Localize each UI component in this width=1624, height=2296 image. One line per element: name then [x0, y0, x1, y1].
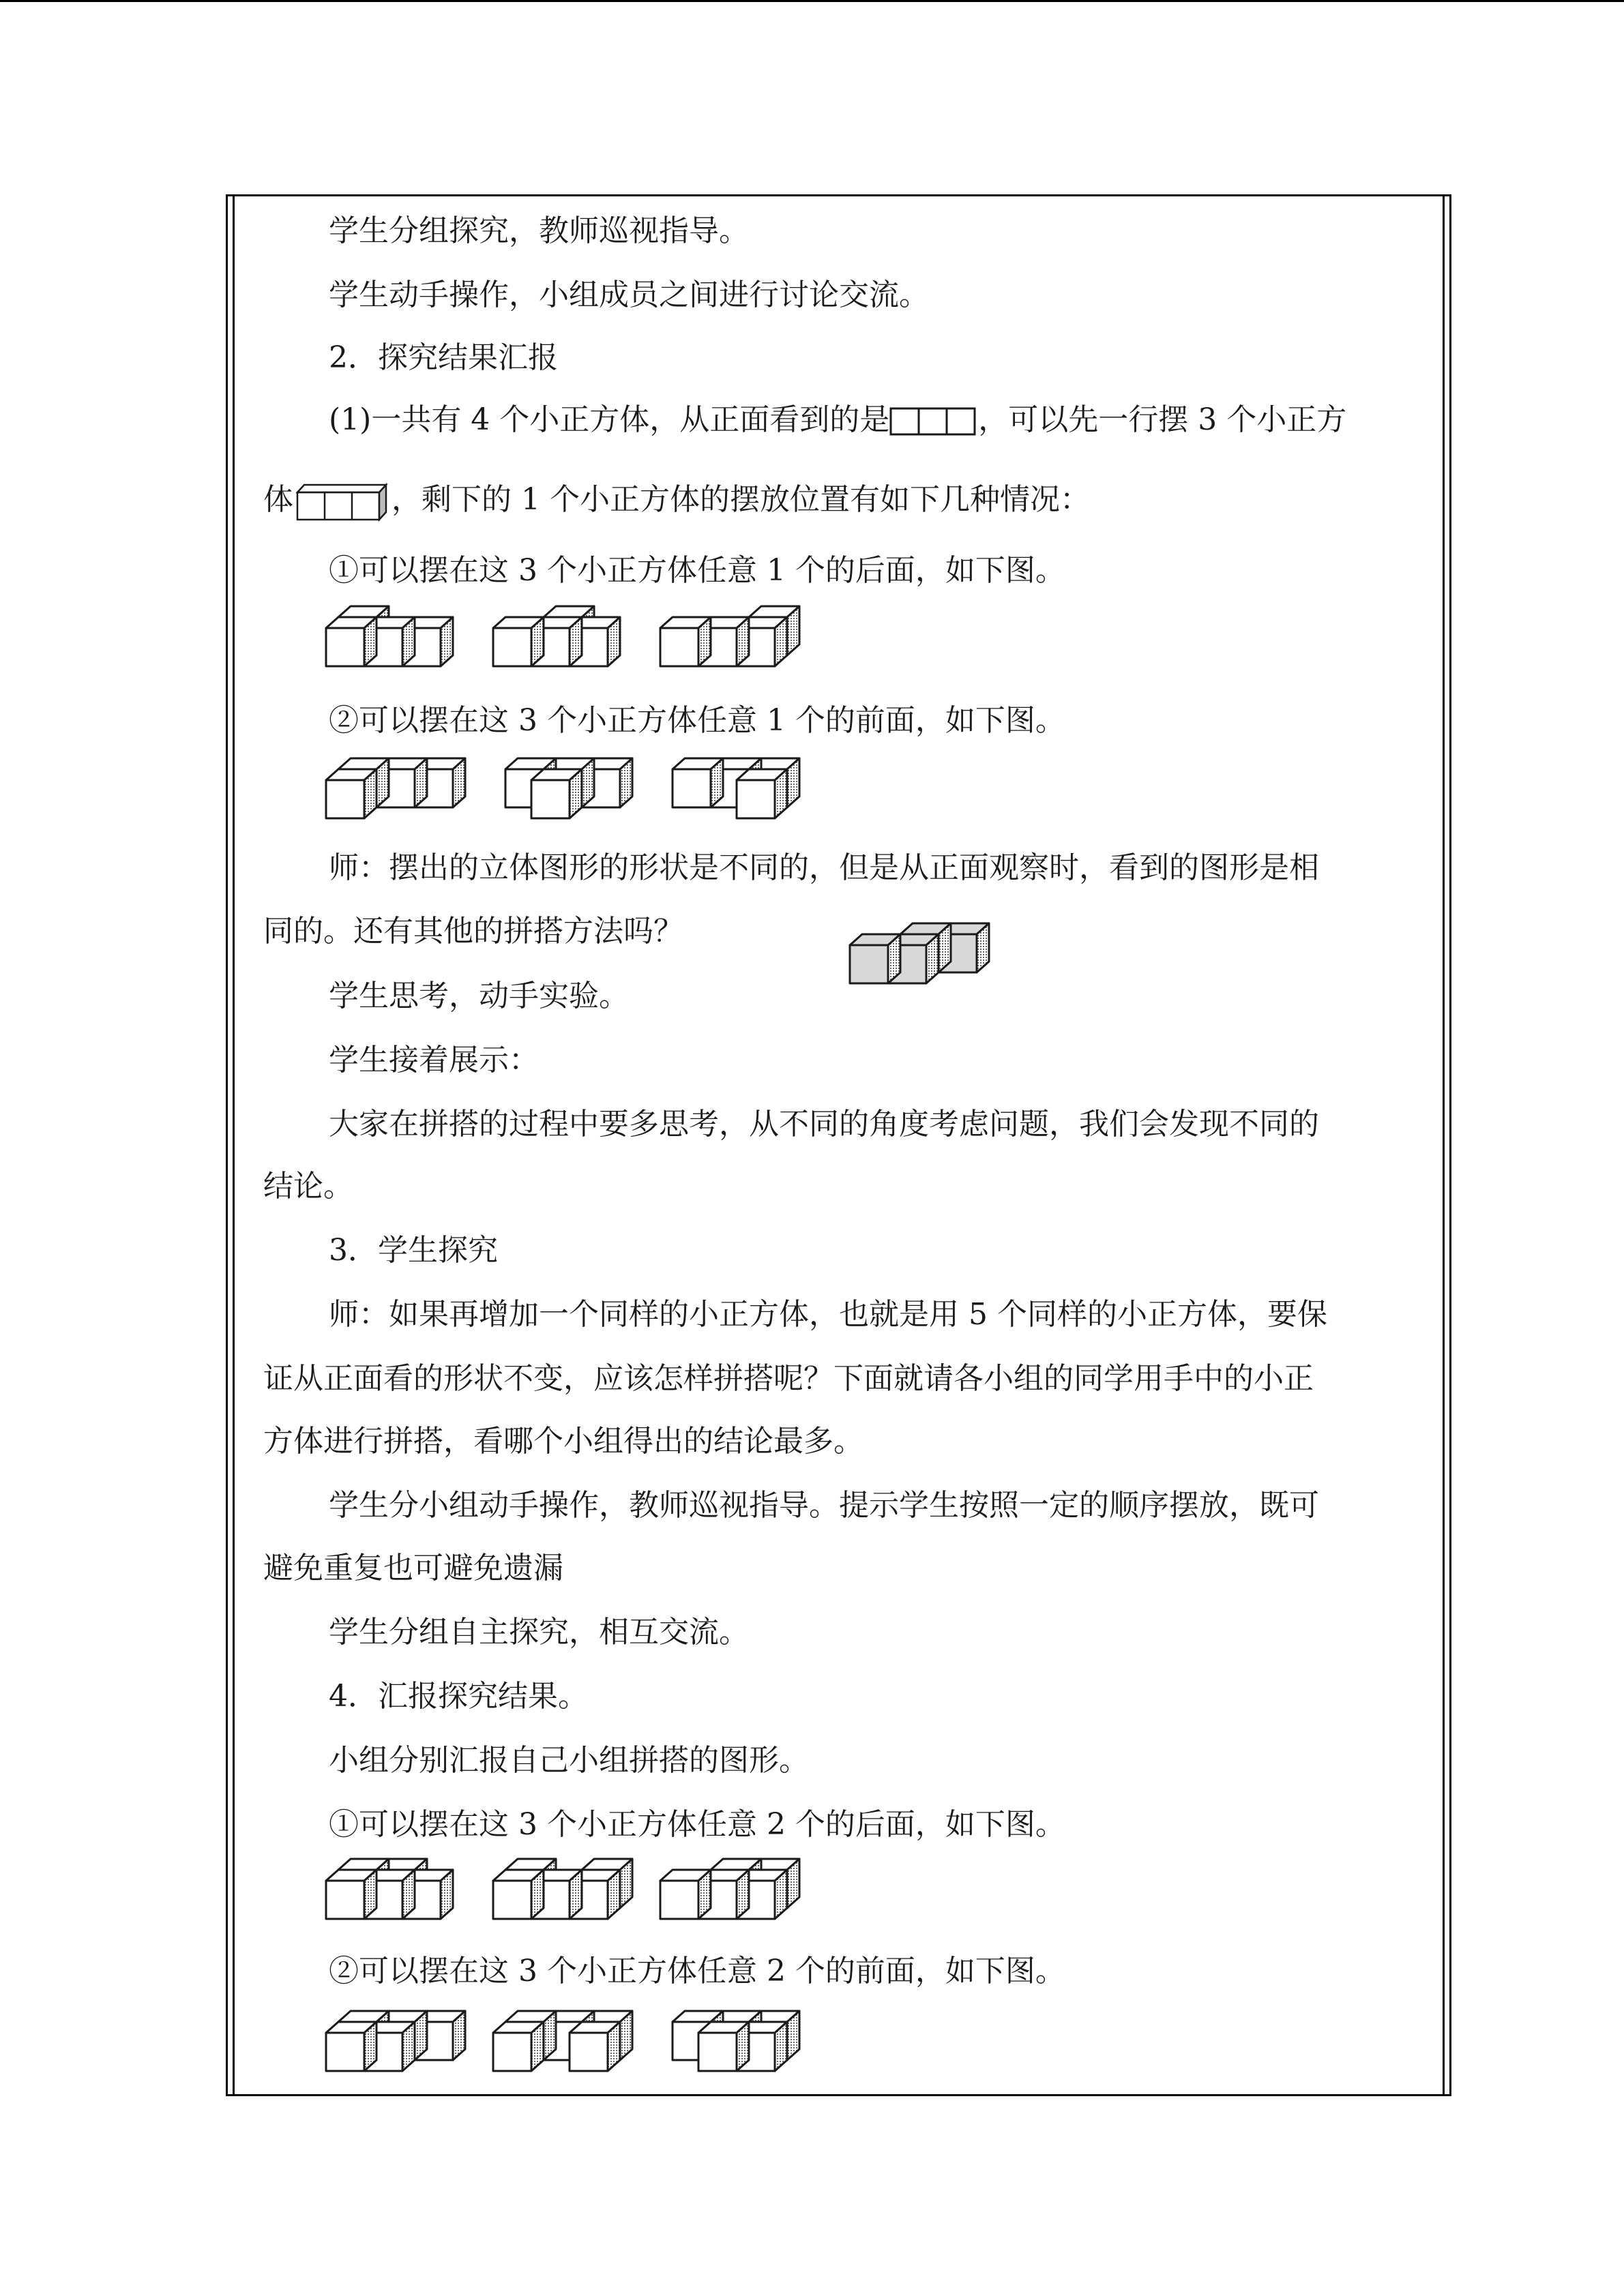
three-cube-row-icon — [293, 481, 392, 522]
cube-front-face — [326, 780, 364, 818]
cube-front-face — [531, 780, 570, 818]
text-line: ②可以摆在这 3 个小正方体任意 2 个的前面，如下图。 — [329, 1954, 1065, 1988]
text-line: 方体进行拼搭，看哪个小组得出的结论最多。 — [263, 1424, 863, 1459]
cube-front-face — [326, 1881, 364, 1919]
cube-front-face — [698, 2033, 737, 2071]
cube-front-face — [673, 769, 711, 807]
cube-figures-two-front — [321, 2008, 812, 2087]
text-line: 同的。还有其他的拼搭方法吗？ — [263, 914, 683, 949]
text-line: 避免重复也可避免遗漏 — [263, 1551, 563, 1585]
cube-figures-one-behind — [321, 603, 812, 682]
text-line: 学生动手操作，小组成员之间进行讨论交流。 — [329, 278, 929, 312]
cube-front-face — [493, 1881, 531, 1919]
cube-front-face — [850, 945, 888, 983]
cube-front-face — [570, 2033, 608, 2071]
text-line — [263, 481, 1090, 522]
cube-front-face — [326, 2033, 364, 2071]
cube-front-face — [660, 628, 698, 666]
text-line: 学生分组自主探究，相互交流。 — [329, 1615, 749, 1650]
text-line: 大家在拼搭的过程中要多思考，从不同的角度考虑问题，我们会发现不同的 — [329, 1107, 1319, 1142]
top-border-line — [0, 0, 1624, 2]
text-line — [329, 401, 1346, 439]
cube-front-face — [493, 628, 531, 666]
text-segment: ，可以先一行摆 3 个小正方 — [978, 402, 1347, 437]
text-line: 学生分组探究，教师巡视指导。 — [329, 213, 749, 248]
text-line: ②可以摆在这 3 个小正方体任意 1 个的前面，如下图。 — [329, 703, 1065, 738]
front-view-three-squares-icon — [889, 406, 978, 438]
text-line: 结论。 — [263, 1169, 353, 1204]
text-line: ①可以摆在这 3 个小正方体任意 1 个的后面，如下图。 — [329, 553, 1065, 588]
text-line: 证从正面看的形状不变，应该怎样拼搭呢？下面就请各小组的同学用手中的小正 — [263, 1361, 1314, 1396]
section-heading: 2．探究结果汇报 — [329, 340, 558, 375]
section-heading: 4．汇报探究结果。 — [329, 1679, 588, 1714]
cube-front-face — [737, 780, 775, 818]
cube-figures-one-front — [321, 756, 812, 834]
text-line: 学生思考，动手实验。 — [329, 979, 629, 1013]
section-heading: 3．学生探究 — [329, 1233, 498, 1268]
cube-figure-staircase — [843, 907, 1007, 1002]
cube-front-face — [326, 628, 364, 666]
text-line: 学生分小组动手操作，教师巡视指导。提示学生按照一定的顺序摆放，既可 — [329, 1488, 1319, 1523]
text-segment: (1)一共有 4 个小正方体，从正面看到的是 — [329, 402, 890, 437]
cube-front-face — [660, 1881, 698, 1919]
text-line: 师：摆出的立体图形的形状是不同的，但是从正面观察时，看到的图形是相 — [329, 850, 1319, 885]
cube-figures-two-behind — [321, 1856, 812, 1935]
text-segment: ，剩下的 1 个小正方体的摆放位置有如下几种情况： — [392, 482, 1090, 517]
text-line: 师：如果再增加一个同样的小正方体，也就是用 5 个同样的小正方体，要保 — [329, 1297, 1327, 1332]
text-line: ①可以摆在这 3 个小正方体任意 2 个的后面，如下图。 — [329, 1807, 1065, 1842]
cube-front-face — [493, 2033, 531, 2071]
text-segment: 体 — [263, 482, 293, 517]
text-line: 学生接着展示： — [329, 1043, 539, 1077]
text-line: 小组分别汇报自己小组拼搭的图形。 — [329, 1743, 809, 1778]
